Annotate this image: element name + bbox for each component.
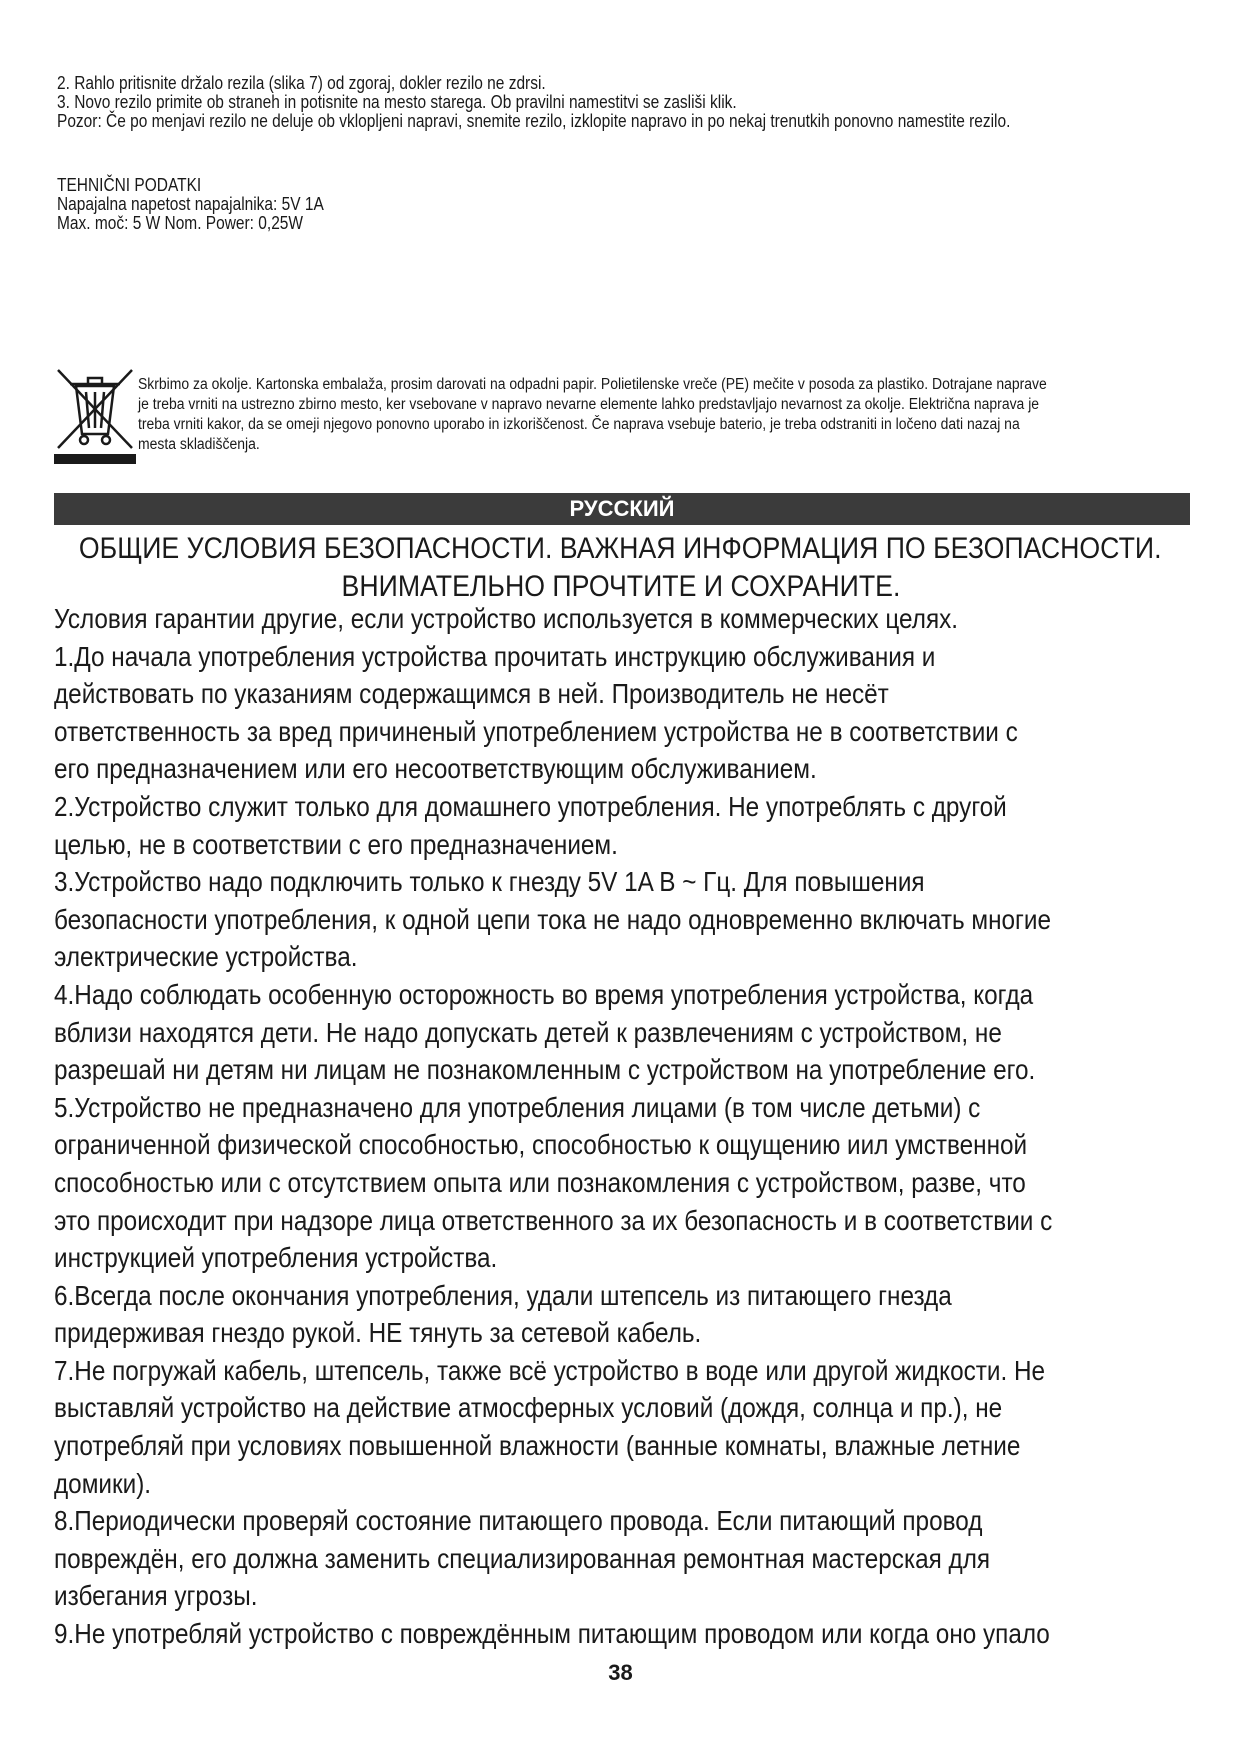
page-number: 38 [608,1660,633,1685]
body-line: 5.Устройство не предназначено для употребления лицами (в том числе детьми) с [54,1091,981,1123]
body-line: ограниченной физической способностью, способностью к ощущению иил умственной [54,1129,1028,1161]
body-line: повреждён, его должна заменить специализированная ремонтная мастерская для [54,1542,991,1574]
technical-data-heading: TEHNIČNI PODATKI [57,175,202,195]
language-bar [54,493,1190,525]
body-line: 7.Не погружай кабель, штепсель, также всё устройство в воде или другой жидкости. Не [54,1354,1046,1386]
body-line: действовать по указаниям содержащимся в ней. Производитель не несёт [54,678,889,710]
environment-notice [138,375,1047,455]
body-line: домики). [54,1467,152,1499]
body-line: 1.До начала употребления устройства прочитать инструкцию обслуживания и [54,640,936,672]
technical-data-line: Napajalna napetost napajalnika: 5V 1A [57,194,324,214]
environment-line: mesta skladiščenja. [138,436,260,453]
body-line: целью, не в соответствии с его предназначением. [54,828,618,860]
body-line: ответственность за вред причиненый употреблением устройства не в соответствии с [54,715,1018,747]
body-line: разрешай ни детям ни лицам не познакомленным с устройством на употребление его. [54,1054,1036,1086]
instruction-line: 2. Rahlo pritisnite držalo rezila (slika 7) od zgoraj, dokler rezilo ne zdrsi. [57,73,546,93]
title-line: ВНИМАТЕЛЬНО ПРОЧТИТЕ И СОХРАНИТЕ. [341,570,900,603]
body-line: 2.Устройство служит только для домашнего употребления. Не употреблять с другой [54,790,1007,822]
body-line: 8.Периодически проверяй состояние питающего провода. Если питающий провод [54,1505,983,1537]
russian-safety-title [0,530,1241,606]
environment-line: Skrbimo za okolje. Kartonska embalaža, prosim darovati na odpadni papir. Polietilenske vreče (PE) mečite v posoda za plastiko. Dotrajane naprave [138,376,1047,393]
body-line: придерживая гнездо рукой. НЕ тянуть за сетевой кабель. [54,1317,702,1349]
body-line: выставляй устройство на действие атмосферных условий (дождя, солнца и пр.), не [54,1392,1003,1424]
technical-data-section [57,176,324,233]
russian-safety-body [54,600,1052,1653]
body-line: его предназначением или его несоответствующим обслуживанием. [54,753,817,785]
body-line: инструкцией употребления устройства. [54,1242,498,1274]
instruction-line: Pozor: Če po menjavi rezilo ne deluje ob vklopljeni napravi, snemite rezilo, izklopite napravo in po nekaj trenutkih ponovno namestite rezilo. [57,111,1011,131]
body-line: 4.Надо соблюдать особенную осторожность во время употребления устройства, когда [54,978,1034,1010]
body-line: 9.Не употребляй устройство с повреждённым питающим проводом или когда оно упало [54,1618,1050,1650]
body-line: способностью или с отсутствием опыта или познакомления с устройством, разве, что [54,1166,1026,1198]
environment-line: treba vrniti kakor, da se omeji njegovo ponovno uporabo in izkoriščenost. Če naprava vsebuje baterio, je treba odstraniti in ločeno dati nazaj na [138,416,1020,433]
body-line: 3.Устройство надо подключить только к гнезду 5V 1A В ~ Гц. Для повышения [54,866,925,898]
technical-data-line: Max. moč: 5 W Nom. Power: 0,25W [57,213,304,233]
title-line: ОБЩИЕ УСЛОВИЯ БЕЗОПАСНОСТИ. ВАЖНАЯ ИНФОРМАЦИЯ ПО БЕЗОПАСНОСТИ. [79,532,1162,565]
weee-crossed-bin-icon [48,364,138,466]
environment-line: je treba vrniti na ustrezno zbirno mesto, ker vsebovane v napravo nevarne elemente lahko predstavljajo nevarnost za okolje. Električna naprava je [138,396,1040,413]
body-line: 6.Всегда после окончания употребления, удали штепсель из питающего гнезда [54,1279,952,1311]
language-label: РУССКИЙ [569,496,675,521]
body-line: это происходит при надзоре лица ответственного за их безопасность и в соответствии с [54,1204,1053,1236]
body-line: безопасности употребления, к одной цепи тока не надо одновременно включать многие [54,903,1052,935]
body-line: избегания угрозы. [54,1580,258,1612]
body-line: электрические устройства. [54,941,358,973]
slovene-blade-instructions [57,74,1010,131]
body-line: употребляй при условиях повышенной влажности (ванные комнаты, влажные летние [54,1430,1021,1462]
instruction-line: 3. Novo rezilo primite ob straneh in potisnite na mesto starega. Ob pravilni namestitvi se zasliši klik. [57,92,737,112]
body-line: Условия гарантии другие, если устройство используется в коммерческих целях. [54,603,959,634]
body-line: вблизи находятся дети. Не надо допускать детей к развлечениям с устройством, не [54,1016,1002,1048]
